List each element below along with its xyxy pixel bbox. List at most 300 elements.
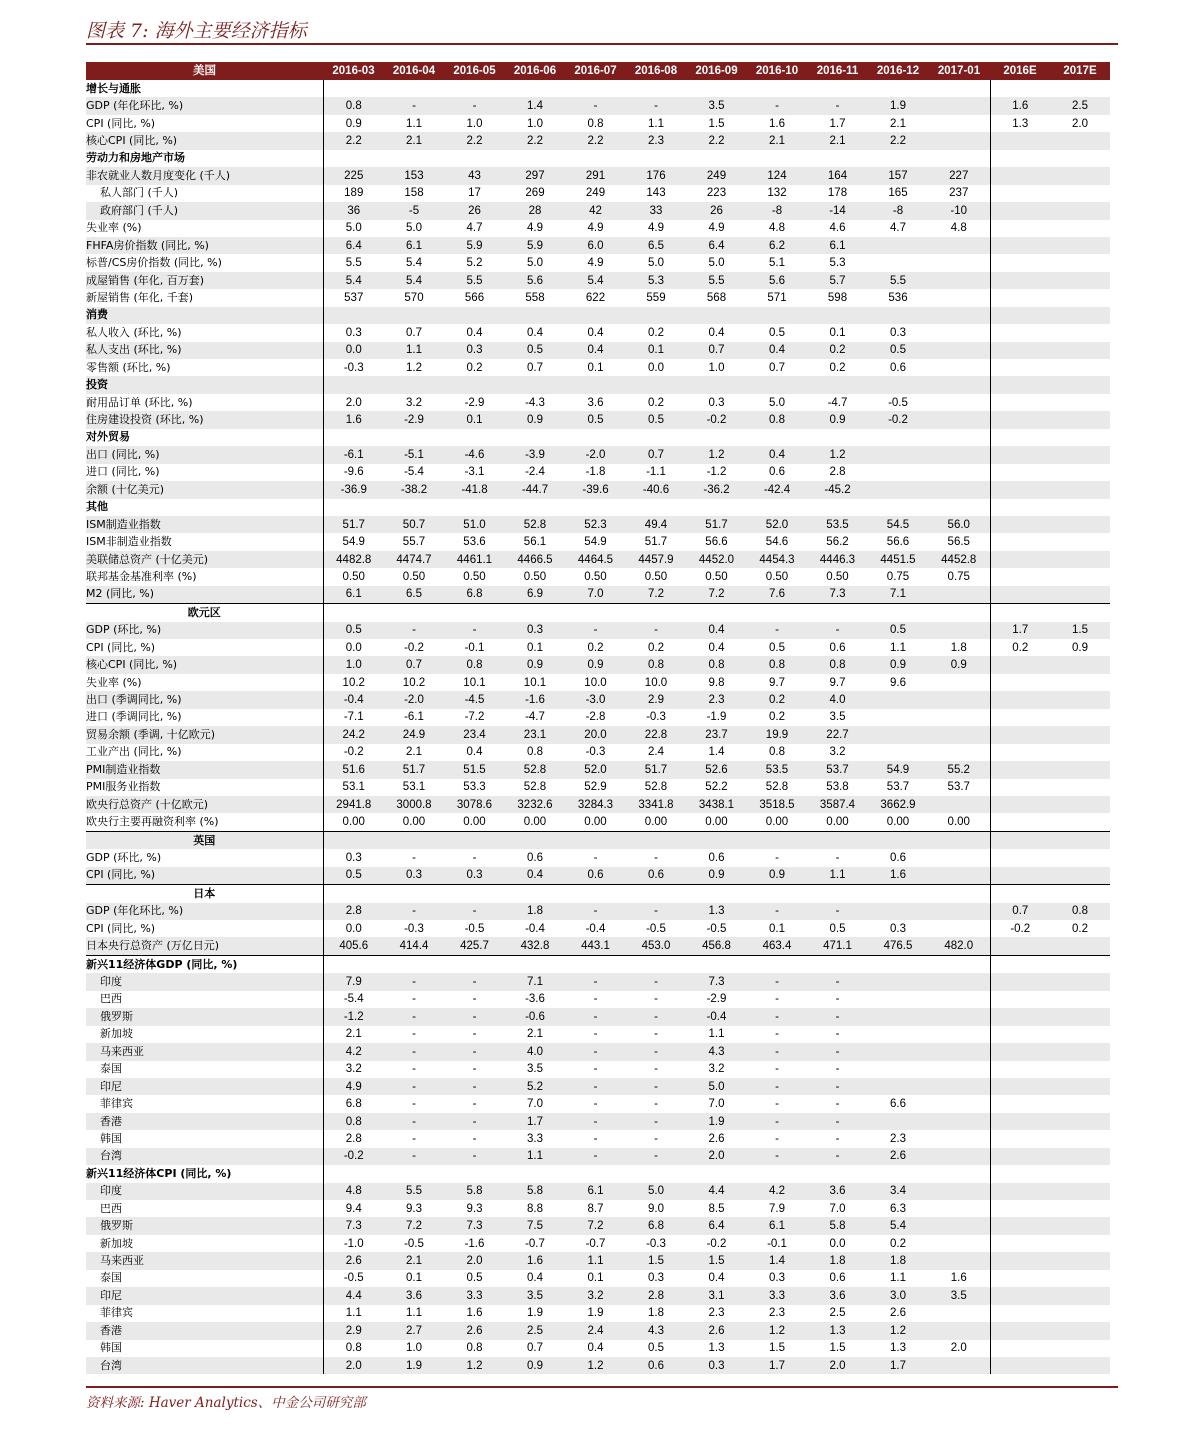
- section-label: 其他: [86, 499, 323, 516]
- monthly-value-cell: [868, 991, 928, 1008]
- monthly-value-cell: 7.0: [708, 1098, 725, 1111]
- indicator-label: 俄罗斯: [86, 1217, 323, 1234]
- monthly-value-cell: 5.5: [868, 272, 928, 289]
- monthly-value-cell: -: [384, 622, 444, 639]
- monthly-value-cell: 0.9: [686, 867, 747, 885]
- monthly-value-cell: -4.5: [444, 691, 505, 708]
- forecast-value-cell: [990, 167, 1050, 184]
- monthly-value-cell: -0.5: [343, 1272, 364, 1285]
- monthly-value-cell: 53.5: [807, 516, 868, 533]
- monthly-value-cell: [444, 429, 505, 446]
- monthly-value-cell: 51.7: [644, 536, 668, 549]
- monthly-value-cell: 7.0: [527, 1098, 543, 1111]
- monthly-value-cell: 5.0: [686, 1078, 747, 1095]
- monthly-value-cell: -: [654, 993, 658, 1006]
- monthly-value-cell: [868, 885, 928, 903]
- indicator-label: 成屋销售 (年化, 百万套): [86, 272, 323, 289]
- monthly-value-cell: 2.3: [890, 1132, 906, 1145]
- monthly-value-cell: 2.6: [890, 1307, 906, 1320]
- monthly-value-cell: -: [593, 1028, 598, 1041]
- forecast-value-cell: [1050, 796, 1110, 813]
- monthly-value-cell: 1.1: [505, 1148, 565, 1165]
- monthly-value-cell: [807, 604, 868, 622]
- indicator-label: ISM制造业指数: [86, 516, 323, 533]
- monthly-value-cell: 53.7: [886, 781, 910, 794]
- forecast-value-cell: [1050, 1183, 1110, 1200]
- forecast-value-cell: [990, 80, 1050, 97]
- monthly-value-cell: [868, 726, 928, 743]
- monthly-value-cell: [928, 1113, 990, 1130]
- table-row: [86, 1217, 1110, 1234]
- monthly-value-cell: -: [747, 973, 807, 990]
- monthly-value-cell: -39.6: [565, 481, 626, 498]
- monthly-value-cell: 157: [868, 167, 928, 184]
- table-row: [86, 220, 1110, 237]
- monthly-value-cell: 3.5: [505, 1287, 565, 1304]
- monthly-value-cell: -: [626, 1008, 686, 1025]
- monthly-value-cell: 0.00: [384, 813, 444, 831]
- monthly-value-cell: [444, 955, 505, 973]
- monthly-value-cell: 4.7: [466, 222, 483, 235]
- monthly-value-cell: 1.4: [505, 97, 565, 114]
- monthly-value-cell: 43: [444, 167, 505, 184]
- monthly-value-cell: 1.6: [950, 1272, 967, 1285]
- monthly-value-cell: 2.0: [950, 1342, 967, 1355]
- monthly-value-cell: [505, 885, 565, 903]
- indicator-label: 政府部门 (千人): [86, 202, 323, 219]
- forecast-value-cell: [990, 464, 1050, 481]
- monthly-value-cell: 0.50: [705, 570, 728, 583]
- monthly-value-cell: [868, 446, 928, 463]
- monthly-value-cell: 56.1: [523, 536, 547, 549]
- monthly-value-cell: 2941.8: [323, 796, 384, 813]
- monthly-value-cell: 2.1: [807, 132, 868, 149]
- forecast-value-cell: [1050, 568, 1110, 585]
- monthly-value-cell: [928, 1095, 990, 1112]
- monthly-value-cell: 568: [706, 291, 727, 304]
- monthly-value-cell: 51.7: [323, 516, 384, 533]
- monthly-value-cell: 0.1: [829, 326, 846, 339]
- monthly-value-cell: 3.3: [747, 1287, 807, 1304]
- monthly-value-cell: -: [444, 903, 505, 920]
- forecast-value-cell: [990, 516, 1050, 533]
- monthly-value-cell: -: [565, 1043, 626, 1060]
- monthly-value-cell: 0.5: [829, 922, 846, 935]
- monthly-value-cell: 1.6: [769, 117, 785, 130]
- forecast-value-cell: [1050, 1305, 1110, 1322]
- monthly-value-cell: 0.7: [384, 656, 444, 673]
- monthly-value-cell: -: [412, 851, 416, 864]
- monthly-value-cell: 5.4: [406, 257, 422, 270]
- indicator-label: 欧央行主要再融资利率 (%): [86, 813, 323, 831]
- monthly-value-cell: 53.6: [463, 536, 486, 549]
- forecast-value-cell: [990, 376, 1050, 393]
- monthly-value-cell: [444, 831, 505, 849]
- table-row: [86, 867, 1110, 885]
- forecast-value-cell: 0.2: [990, 639, 1050, 656]
- monthly-value-cell: [686, 1165, 747, 1182]
- forecast-value-cell: [1050, 1217, 1110, 1234]
- forecast-value-cell: [990, 1148, 1050, 1165]
- monthly-value-cell: 6.1: [747, 1217, 807, 1234]
- section-label: 劳动力和房地产市场: [86, 150, 323, 167]
- forecast-value-cell: [1050, 1148, 1110, 1165]
- monthly-value-cell: 0.4: [708, 326, 725, 339]
- monthly-value-cell: 0.00: [626, 813, 686, 831]
- monthly-value-cell: 3.5: [686, 97, 747, 114]
- monthly-value-cell: 0.2: [807, 342, 868, 359]
- monthly-value-cell: 0.2: [648, 641, 664, 654]
- monthly-value-cell: 1.0: [527, 117, 543, 130]
- monthly-value-cell: [444, 885, 505, 903]
- monthly-value-cell: [928, 586, 990, 604]
- monthly-value-cell: 3.3: [527, 1132, 543, 1145]
- table-row: [86, 639, 1110, 656]
- monthly-value-cell: 6.5: [626, 237, 686, 254]
- monthly-value-cell: 5.5: [384, 1183, 444, 1200]
- monthly-value-cell: 5.8: [505, 1183, 565, 1200]
- forecast-value-cell: [990, 1183, 1050, 1200]
- forecast-value-cell: [990, 656, 1050, 673]
- monthly-value-cell: -: [747, 1078, 807, 1095]
- region-header-row: [86, 831, 1110, 849]
- monthly-value-cell: 414.4: [384, 937, 444, 955]
- forecast-value-cell: -0.2: [990, 920, 1050, 937]
- monthly-value-cell: -0.2: [706, 1237, 727, 1250]
- monthly-value-cell: 0.1: [626, 342, 686, 359]
- monthly-value-cell: 36: [323, 202, 384, 219]
- monthly-value-cell: -: [565, 1148, 626, 1165]
- forecast-value-cell: [990, 1287, 1050, 1304]
- monthly-value-cell: 6.1: [384, 237, 444, 254]
- monthly-value-cell: -0.3: [585, 746, 606, 759]
- monthly-value-cell: 570: [404, 291, 424, 304]
- title-divider: [86, 43, 1118, 45]
- monthly-value-cell: [686, 499, 747, 516]
- monthly-value-cell: -: [626, 973, 686, 990]
- monthly-value-cell: [868, 1113, 928, 1130]
- monthly-value-cell: 0.75: [947, 570, 970, 583]
- monthly-value-cell: -4.7: [827, 396, 848, 409]
- forecast-value-cell: [990, 272, 1050, 289]
- forecast-value-cell: [990, 150, 1050, 167]
- monthly-value-cell: [928, 307, 990, 324]
- monthly-value-cell: 5.4: [323, 272, 384, 289]
- monthly-value-cell: 4.4: [686, 1183, 747, 1200]
- monthly-value-cell: -: [472, 851, 477, 864]
- monthly-value-cell: 42: [565, 202, 626, 219]
- monthly-value-cell: [807, 499, 868, 516]
- monthly-value-cell: 0.4: [466, 326, 483, 339]
- monthly-value-cell: 1.6: [505, 1252, 565, 1269]
- monthly-value-cell: [928, 1217, 990, 1234]
- monthly-value-cell: -: [835, 1028, 840, 1041]
- monthly-value-cell: [565, 1165, 626, 1182]
- table-row: [86, 796, 1110, 813]
- monthly-value-cell: [323, 499, 384, 516]
- monthly-value-cell: 291: [565, 167, 626, 184]
- monthly-value-cell: 405.6: [323, 937, 384, 955]
- monthly-value-cell: 2.2: [868, 132, 928, 149]
- monthly-value-cell: [928, 1322, 990, 1339]
- header-period: 2016-04: [384, 62, 444, 80]
- monthly-value-cell: -: [775, 851, 779, 864]
- forecast-value-cell: [1050, 1235, 1110, 1252]
- monthly-value-cell: 622: [585, 291, 606, 304]
- table-row: [86, 568, 1110, 585]
- monthly-value-cell: 0.6: [626, 1357, 686, 1374]
- table-row: [86, 1357, 1110, 1374]
- monthly-value-cell: [928, 376, 990, 393]
- monthly-value-cell: -: [835, 851, 840, 864]
- monthly-value-cell: [323, 307, 384, 324]
- monthly-value-cell: 0.5: [626, 411, 686, 428]
- monthly-value-cell: -6.1: [404, 711, 424, 724]
- monthly-value-cell: 2.8: [829, 466, 846, 479]
- indicator-label: CPI (同比, %): [86, 920, 323, 937]
- monthly-value-cell: 9.8: [708, 676, 725, 689]
- monthly-value-cell: [384, 150, 444, 167]
- forecast-value-cell: 1.5: [1050, 622, 1110, 639]
- monthly-value-cell: 1.0: [323, 656, 384, 673]
- monthly-value-cell: 0.00: [747, 813, 807, 831]
- monthly-value-cell: [384, 604, 444, 622]
- monthly-value-cell: 153: [384, 167, 444, 184]
- monthly-value-cell: [686, 429, 747, 446]
- forecast-value-cell: [1050, 185, 1110, 202]
- monthly-value-cell: 0.8: [747, 656, 807, 673]
- monthly-value-cell: 0.0: [323, 342, 384, 359]
- monthly-value-cell: [928, 132, 990, 149]
- monthly-value-cell: -: [835, 1098, 840, 1111]
- monthly-value-cell: [384, 499, 444, 516]
- forecast-value-cell: [990, 446, 1050, 463]
- monthly-value-cell: 0.6: [890, 361, 906, 374]
- forecast-value-cell: [1050, 1287, 1110, 1304]
- monthly-value-cell: 2.4: [648, 746, 664, 759]
- monthly-value-cell: 5.0: [708, 257, 725, 270]
- table-row: [86, 1078, 1110, 1095]
- monthly-value-cell: -8: [747, 202, 807, 219]
- monthly-value-cell: 4.9: [323, 1078, 384, 1095]
- monthly-value-cell: 0.8: [587, 117, 604, 130]
- monthly-value-cell: [928, 674, 990, 691]
- monthly-value-cell: 56.5: [947, 536, 970, 549]
- monthly-value-cell: [807, 150, 868, 167]
- monthly-value-cell: 0.4: [466, 746, 483, 759]
- monthly-value-cell: [747, 307, 807, 324]
- monthly-value-cell: [928, 973, 990, 990]
- monthly-value-cell: 0.5: [769, 641, 785, 654]
- header-period: 2016-11: [807, 62, 868, 80]
- table-row: [86, 516, 1110, 533]
- monthly-value-cell: 5.6: [505, 272, 565, 289]
- monthly-value-cell: [747, 80, 807, 97]
- monthly-value-cell: [505, 955, 565, 973]
- monthly-value-cell: [323, 376, 384, 393]
- indicator-label: 零售额 (环比, %): [86, 359, 323, 376]
- monthly-value-cell: -: [444, 1078, 505, 1095]
- forecast-value-cell: [1050, 80, 1110, 97]
- source-divider: [86, 1386, 1118, 1388]
- monthly-value-cell: [928, 446, 990, 463]
- monthly-value-cell: [928, 691, 990, 708]
- monthly-value-cell: [444, 499, 505, 516]
- forecast-value-cell: [990, 955, 1050, 973]
- monthly-value-cell: 1.2: [686, 446, 747, 463]
- monthly-value-cell: [747, 429, 807, 446]
- monthly-value-cell: [868, 903, 928, 920]
- monthly-value-cell: 7.6: [747, 586, 807, 604]
- forecast-value-cell: [1050, 342, 1110, 359]
- forecast-value-cell: [1050, 1130, 1110, 1147]
- table-row: [86, 324, 1110, 341]
- monthly-value-cell: 1.2: [807, 446, 868, 463]
- monthly-value-cell: [928, 1061, 990, 1078]
- forecast-value-cell: [1050, 1357, 1110, 1374]
- monthly-value-cell: 22.7: [807, 726, 868, 743]
- monthly-value-cell: 1.6: [466, 1307, 483, 1320]
- monthly-value-cell: [868, 254, 928, 271]
- monthly-value-cell: -: [835, 1063, 840, 1076]
- monthly-value-cell: 124: [747, 167, 807, 184]
- forecast-value-cell: [990, 1061, 1050, 1078]
- monthly-value-cell: 0.0: [829, 1237, 846, 1250]
- monthly-value-cell: 7.0: [829, 1202, 846, 1215]
- monthly-value-cell: -3.1: [464, 466, 485, 479]
- monthly-value-cell: 1.5: [769, 1342, 785, 1355]
- monthly-value-cell: 4.3: [626, 1322, 686, 1339]
- table-row: [86, 342, 1110, 359]
- monthly-value-cell: -: [835, 1132, 840, 1145]
- header-period: 2016-03: [323, 62, 384, 80]
- monthly-value-cell: 1.9: [527, 1307, 543, 1320]
- monthly-value-cell: 1.7: [505, 1113, 565, 1130]
- table-row: [86, 481, 1110, 498]
- monthly-value-cell: 51.7: [686, 516, 747, 533]
- monthly-value-cell: 4452.0: [686, 551, 747, 568]
- monthly-value-cell: 1.9: [868, 97, 928, 114]
- monthly-value-cell: 53.1: [342, 781, 365, 794]
- monthly-value-cell: 2.2: [686, 132, 747, 149]
- monthly-value-cell: [928, 429, 990, 446]
- indicator-label: 印尼: [86, 1078, 323, 1095]
- monthly-value-cell: -: [384, 973, 444, 990]
- monthly-value-cell: [868, 80, 928, 97]
- monthly-value-cell: -2.0: [384, 691, 444, 708]
- monthly-value-cell: 0.5: [868, 342, 928, 359]
- monthly-value-cell: -0.5: [404, 1237, 424, 1250]
- forecast-value-cell: [990, 709, 1050, 726]
- monthly-value-cell: -: [626, 903, 686, 920]
- monthly-value-cell: 51.0: [444, 516, 505, 533]
- header-period: 2016-09: [686, 62, 747, 80]
- monthly-value-cell: [928, 955, 990, 973]
- indicator-label: 马来西亚: [86, 1043, 323, 1060]
- forecast-value-cell: [1050, 202, 1110, 219]
- monthly-value-cell: 2.2: [565, 132, 626, 149]
- monthly-value-cell: 249: [585, 187, 606, 200]
- monthly-value-cell: 2.7: [384, 1322, 444, 1339]
- table-row: [86, 1235, 1110, 1252]
- monthly-value-cell: 2.3: [686, 691, 747, 708]
- section-label: 新兴11经济体CPI (同比, %): [86, 1165, 323, 1182]
- monthly-value-cell: [928, 115, 990, 132]
- monthly-value-cell: 6.4: [686, 237, 747, 254]
- monthly-value-cell: -0.5: [706, 922, 727, 935]
- monthly-value-cell: -0.1: [464, 641, 485, 654]
- indicator-label: CPI (同比, %): [86, 115, 323, 132]
- monthly-value-cell: 0.5: [868, 622, 928, 639]
- monthly-value-cell: [868, 1043, 928, 1060]
- monthly-value-cell: [384, 831, 444, 849]
- monthly-value-cell: [868, 150, 928, 167]
- monthly-value-cell: [323, 150, 384, 167]
- monthly-value-cell: -0.5: [646, 922, 666, 935]
- monthly-value-cell: -: [472, 1098, 477, 1111]
- monthly-value-cell: 5.9: [444, 237, 505, 254]
- forecast-value-cell: 1.3: [990, 115, 1050, 132]
- monthly-value-cell: 53.7: [947, 781, 970, 794]
- forecast-value-cell: [1050, 464, 1110, 481]
- monthly-value-cell: 1.5: [686, 1252, 747, 1269]
- monthly-value-cell: -41.8: [444, 481, 505, 498]
- monthly-value-cell: 5.4: [868, 1217, 928, 1234]
- forecast-value-cell: [1050, 481, 1110, 498]
- monthly-value-cell: -1.9: [706, 711, 727, 724]
- monthly-value-cell: [686, 80, 747, 97]
- monthly-value-cell: 3.6: [384, 1287, 444, 1304]
- region-header-row: [86, 885, 1110, 903]
- indicator-label: 失业率 (%): [86, 674, 323, 691]
- table-row: [86, 709, 1110, 726]
- monthly-value-cell: -0.5: [888, 396, 908, 409]
- indicator-label: GDP (环比, %): [86, 849, 323, 866]
- monthly-value-cell: 23.1: [505, 726, 565, 743]
- monthly-value-cell: -: [472, 1028, 477, 1041]
- table-row: [86, 1200, 1110, 1217]
- monthly-value-cell: 10.0: [584, 676, 607, 689]
- monthly-value-cell: -1.2: [706, 466, 727, 479]
- monthly-value-cell: 0.2: [587, 641, 604, 654]
- forecast-value-cell: [990, 779, 1050, 796]
- monthly-value-cell: -: [775, 1063, 779, 1076]
- monthly-value-cell: 0.00: [444, 813, 505, 831]
- monthly-value-cell: 0.9: [807, 411, 868, 428]
- monthly-value-cell: 1.6: [323, 411, 384, 428]
- monthly-value-cell: -0.2: [323, 1148, 384, 1165]
- monthly-value-cell: 55.2: [928, 761, 990, 778]
- forecast-value-cell: [990, 761, 1050, 778]
- forecast-value-cell: [1050, 1078, 1110, 1095]
- monthly-value-cell: 2.0: [444, 1252, 505, 1269]
- monthly-value-cell: 0.50: [402, 570, 426, 583]
- monthly-value-cell: 5.1: [769, 257, 785, 270]
- monthly-value-cell: 52.2: [705, 781, 728, 794]
- monthly-value-cell: 9.6: [890, 676, 906, 689]
- monthly-value-cell: 4.9: [527, 222, 543, 235]
- monthly-value-cell: [928, 726, 990, 743]
- monthly-value-cell: 6.8: [345, 1098, 362, 1111]
- monthly-value-cell: [323, 604, 384, 622]
- monthly-value-cell: 0.7: [527, 361, 543, 374]
- monthly-value-cell: 2.3: [626, 132, 686, 149]
- monthly-value-cell: 1.4: [747, 1252, 807, 1269]
- monthly-value-cell: 225: [323, 167, 384, 184]
- monthly-value-cell: 4.0: [505, 1043, 565, 1060]
- monthly-value-cell: 0.6: [769, 466, 785, 479]
- monthly-value-cell: 0.8: [323, 1113, 384, 1130]
